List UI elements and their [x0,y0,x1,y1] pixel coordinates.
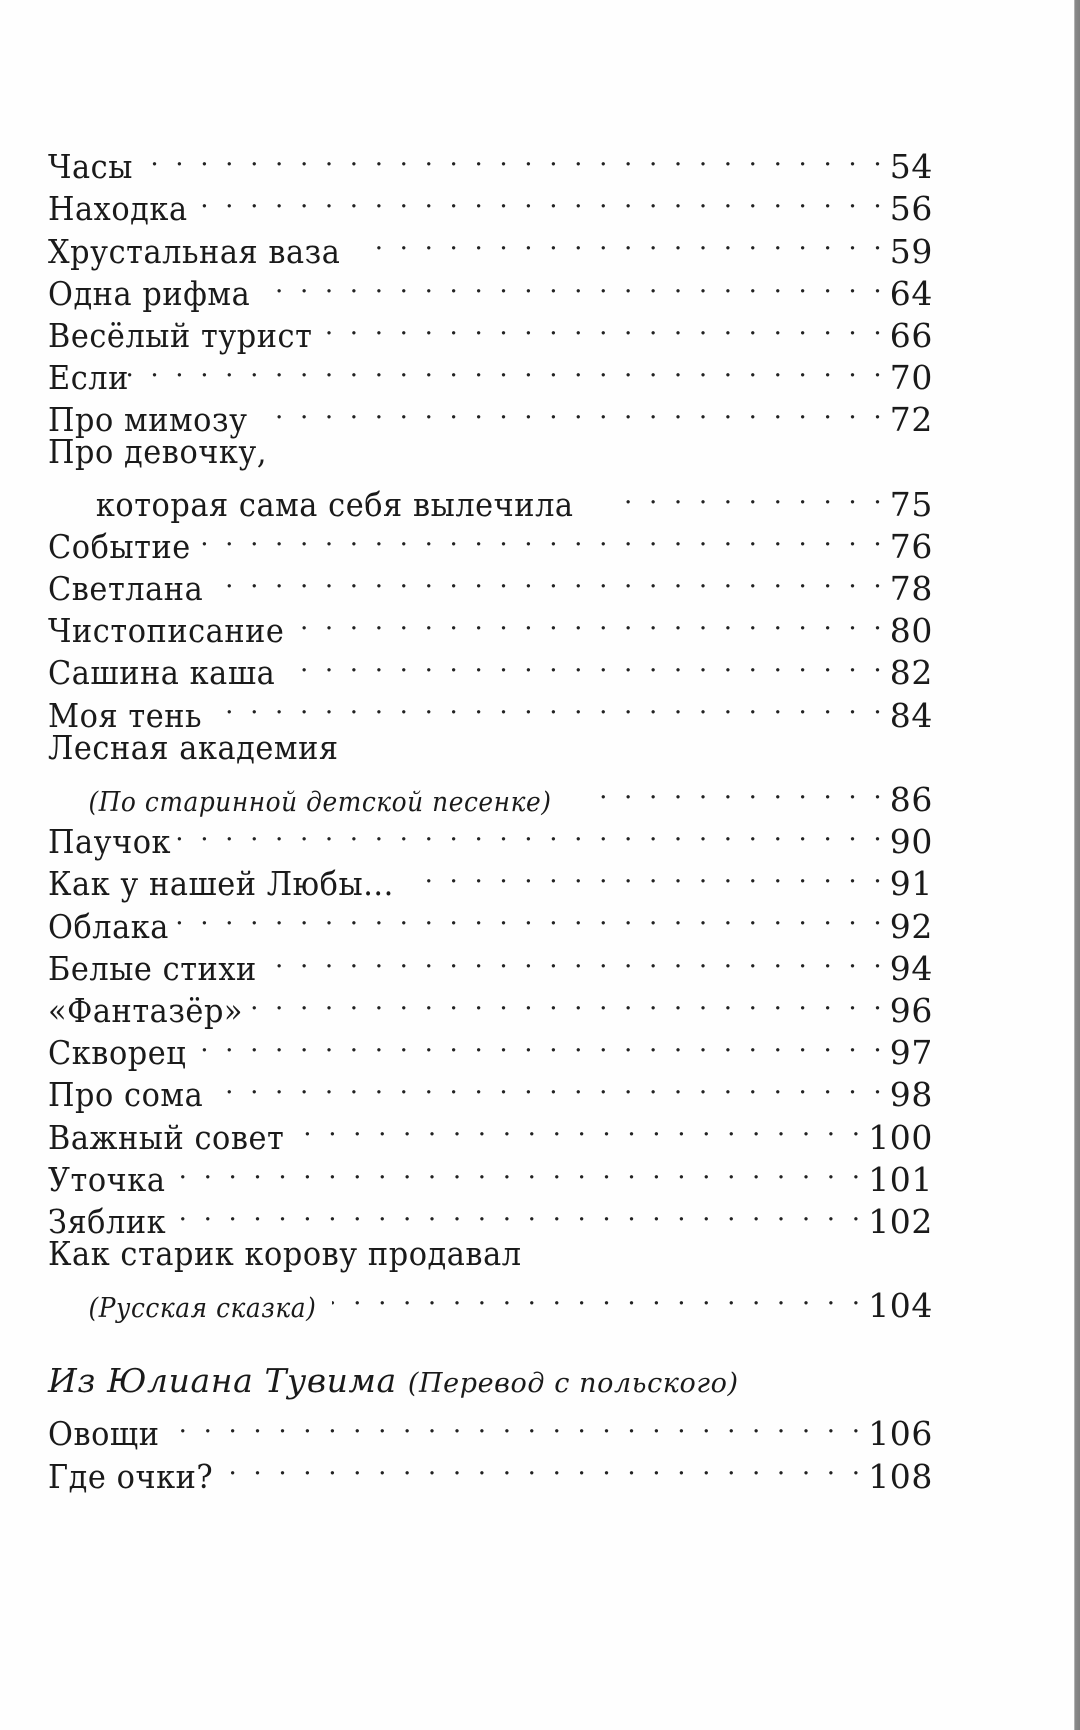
toc-entry[interactable] [48,347,933,398]
page-edge-shadow [1074,0,1080,1730]
page-number: 96 [889,990,933,1030]
entry-title: Одна рифма [48,273,251,313]
entry-title: Лесная академия [48,727,339,767]
dot-leader [209,558,886,600]
toc-entry-first-line[interactable] [48,727,933,769]
toc-entry[interactable] [48,136,933,187]
dot-leader [168,1149,865,1191]
entry-title: Овощи [48,1414,160,1454]
page-number: 98 [889,1075,933,1115]
dot-leader [161,1403,864,1445]
page-number: 86 [889,780,933,819]
section-title: Из Юлиана Тувима [48,1361,397,1401]
page-number: 84 [889,695,933,735]
toc-entry[interactable] [48,895,933,946]
entry-subtitle: (Русская сказка) [88,1293,317,1325]
entry-title: Если [48,358,129,398]
toc-entry-first-line[interactable] [48,431,933,473]
entry-title: Белые стихи [48,948,257,988]
entry-title: Облака [48,906,169,946]
entry-title: Паучок [48,822,172,862]
entry-title: которая сама себя вылечила [95,484,574,524]
dot-leader [195,516,886,558]
toc-entry[interactable] [48,1149,933,1199]
page-number: 90 [889,822,933,862]
page-number: 54 [889,147,933,187]
entry-title: Весёлый турист [48,315,313,355]
page-number: 91 [889,864,933,904]
page-number: 72 [889,400,933,440]
section-note: (Перевод с польского) [407,1368,739,1400]
toc-entry-first-line[interactable] [48,1233,933,1275]
page-number: 66 [889,315,933,355]
page-number: 80 [889,611,933,651]
entry-title: Про мимозу [48,400,248,440]
page-number: 92 [889,906,933,946]
page-number: 75 [889,484,933,524]
toc-entry[interactable] [48,938,933,988]
page-number: 59 [889,231,933,271]
entry-title: Где очки? [48,1456,214,1496]
entry-title: Про сома [48,1075,204,1115]
entry-title: Сашина каша [48,653,276,693]
entry-title: Как старик корову продавал [48,1233,522,1273]
toc-entry[interactable] [48,1191,933,1241]
entry-title: Скворец [48,1033,187,1073]
dot-leader [260,263,886,305]
dot-leader [257,389,886,431]
dot-leader [297,1106,864,1148]
entry-title: «Фантазёр» [48,990,244,1030]
dot-leader [132,136,885,178]
toc-entry[interactable] [48,1403,933,1454]
entry-title: Важный совет [48,1117,285,1157]
dot-leader [208,684,886,726]
page-number: 100 [868,1117,933,1157]
toc-entry[interactable] [48,811,933,862]
entry-title: Светлана [48,569,204,609]
page-number: 78 [889,569,933,609]
entry-title: Хрустальная ваза [48,231,341,271]
entry-title: Про девочку, [48,432,268,472]
dot-leader [287,642,886,684]
dot-leader [587,769,886,811]
page-number: 94 [889,948,933,988]
entry-subtitle: (По старинной детской песенке) [88,787,552,818]
table-of-contents [48,136,933,1496]
toc-entry-continuation[interactable] [48,474,933,524]
dot-leader [190,1022,885,1064]
section-heading [48,1359,933,1403]
dot-leader [174,811,886,853]
page-number: 70 [889,358,933,398]
dot-leader [168,1191,864,1233]
toc-entry[interactable] [48,178,933,229]
entry-title: Часы [48,147,133,187]
dot-leader [252,980,886,1022]
dot-leader [611,474,886,516]
entry-title: Как у нашей Любы... [48,864,394,904]
dot-leader [358,220,886,262]
toc-entry[interactable] [48,1445,933,1496]
entry-title: Событие [48,526,191,566]
dot-leader [267,938,886,980]
entry-title: Зяблик [48,1201,167,1241]
dot-leader [220,1445,865,1487]
page-number: 56 [889,189,933,229]
dot-leader [192,178,886,220]
page-number: 104 [868,1286,933,1326]
dot-leader [327,305,885,347]
page-number: 82 [889,653,933,693]
page-number: 64 [889,273,933,313]
toc-entry[interactable] [48,389,933,440]
dot-leader [297,600,886,642]
page-number: 102 [868,1201,933,1241]
dot-leader [171,895,885,937]
entry-title: Чистописание [48,611,285,651]
dot-leader [209,1064,886,1106]
entry-title: Моя тень [48,695,203,735]
dot-leader [128,347,886,389]
dot-leader [332,1275,864,1317]
page-number: 97 [889,1033,933,1073]
toc-entry[interactable] [48,853,933,904]
page-number: 101 [868,1159,933,1199]
toc-entry-subtitle[interactable] [48,769,933,819]
entry-title: Уточка [48,1159,166,1199]
toc-entry-subtitle[interactable] [48,1275,933,1326]
page-number: 108 [868,1456,933,1496]
dot-leader [416,853,886,895]
page-number: 106 [868,1414,933,1454]
entry-title: Находка [48,189,188,229]
page-number: 76 [889,526,933,566]
